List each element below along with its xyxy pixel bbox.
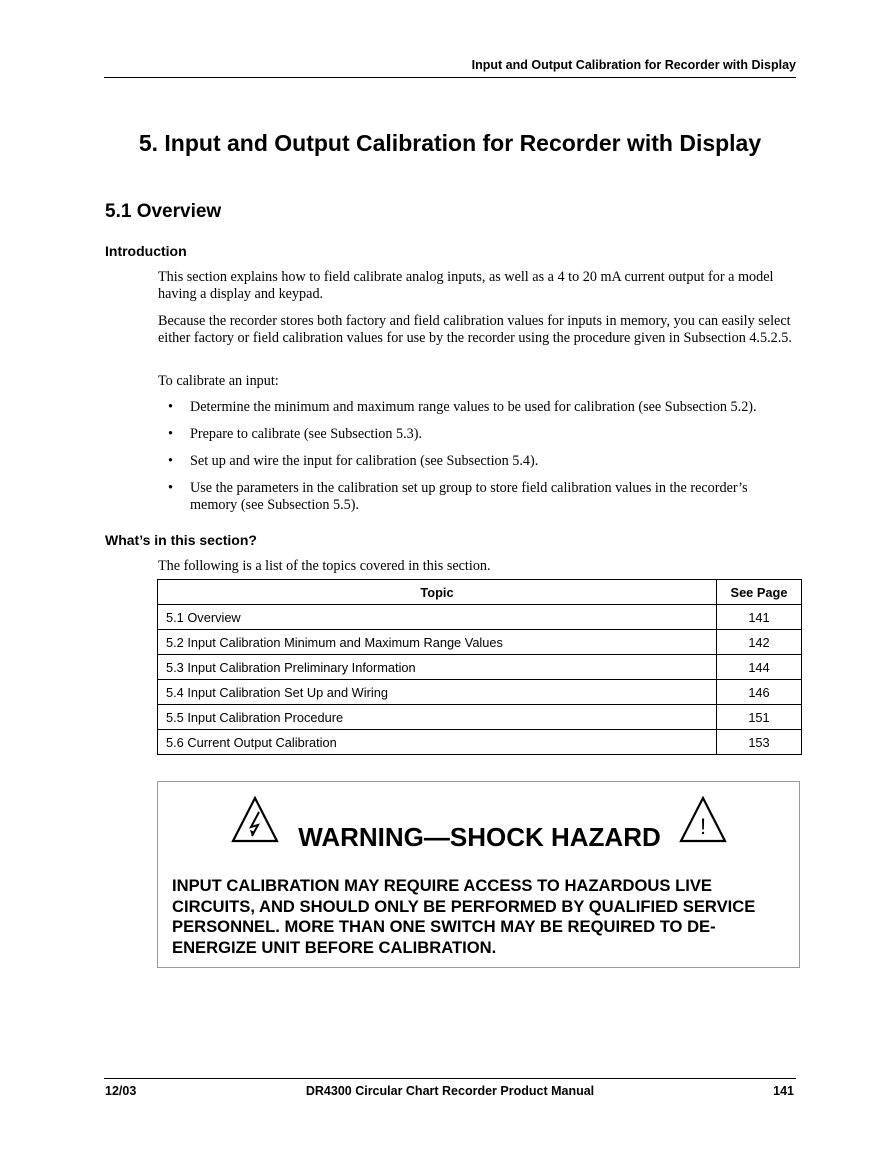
intro-paragraph-2: Because the recorder stores both factory and field calibration values for inputs in memory, you can easily select either factory or field calibration values for use by the recorder using the procedure given in Subsection 4.5.2.5. bbox=[158, 313, 792, 346]
list-item-text: Use the parameters in the calibration set up group to store field calibration values in the recorder’s memory (see Subsection 5.5). bbox=[190, 480, 748, 513]
table-row bbox=[158, 730, 802, 755]
list-item bbox=[158, 399, 798, 416]
exclamation-mark: ! bbox=[699, 814, 707, 839]
topics-intro: The following is a list of the topics covered in this section. bbox=[158, 558, 491, 574]
list-item bbox=[158, 426, 798, 443]
topic-cell: 5.5 Input Calibration Procedure bbox=[158, 705, 717, 730]
see-page-column-header: See Page bbox=[717, 580, 802, 605]
table-row bbox=[158, 605, 802, 630]
table-row bbox=[158, 630, 802, 655]
topics-table bbox=[157, 579, 802, 755]
topic-column-header: Topic bbox=[158, 580, 717, 605]
page-cell: 153 bbox=[717, 730, 802, 755]
intro-paragraph-3: To calibrate an input: bbox=[158, 373, 279, 389]
bullet-icon: • bbox=[168, 426, 173, 442]
topic-cell: 5.4 Input Calibration Set Up and Wiring bbox=[158, 680, 717, 705]
header-rule bbox=[104, 77, 796, 78]
bullet-icon: • bbox=[168, 399, 173, 415]
bullet-icon: • bbox=[168, 453, 173, 469]
bullet-icon: • bbox=[168, 480, 173, 496]
table-header-row bbox=[158, 580, 802, 605]
running-header: Input and Output Calibration for Recorder with Display bbox=[471, 58, 796, 72]
page-cell: 141 bbox=[717, 605, 802, 630]
warning-title: WARNING—SHOCK HAZARD bbox=[298, 822, 661, 852]
list-item-text: Set up and wire the input for calibration (see Subsection 5.4). bbox=[190, 453, 539, 469]
table-row bbox=[158, 705, 802, 730]
shock-hazard-warning-box bbox=[157, 781, 800, 968]
calibration-steps-list bbox=[158, 399, 798, 524]
introduction-heading: Introduction bbox=[105, 243, 187, 259]
topic-cell: 5.1 Overview bbox=[158, 605, 717, 630]
list-item bbox=[158, 453, 798, 470]
topic-cell: 5.6 Current Output Calibration bbox=[158, 730, 717, 755]
list-item bbox=[158, 480, 798, 514]
section-title: 5.1 Overview bbox=[105, 201, 222, 222]
topic-cell: 5.2 Input Calibration Minimum and Maximum Range Values bbox=[158, 630, 717, 655]
footer-manual-title: DR4300 Circular Chart Recorder Product Manual bbox=[305, 1084, 595, 1098]
chapter-title: 5. Input and Output Calibration for Recorder with Display bbox=[138, 130, 762, 156]
page-cell: 151 bbox=[717, 705, 802, 730]
footer-date: 12/03 bbox=[105, 1084, 137, 1098]
table-row bbox=[158, 655, 802, 680]
footer-page-number: 141 bbox=[773, 1084, 794, 1098]
table-row bbox=[158, 680, 802, 705]
list-item-text: Determine the minimum and maximum range values to be used for calibration (see Subsection 5.2). bbox=[190, 399, 757, 415]
whats-in-section-heading: What’s in this section? bbox=[105, 532, 257, 548]
footer-rule bbox=[104, 1078, 796, 1079]
warning-text: INPUT CALIBRATION MAY REQUIRE ACCESS TO HAZARDOUS LIVE CIRCUITS, AND SHOULD ONLY BE PERFORMED BY QUALIFIED SERVICE PERSONNEL. MORE THAN ONE SWITCH MAY BE REQUIRED TO DE-ENERGIZE UNIT BEFORE CALIBRATION. bbox=[172, 876, 756, 957]
list-item-text: Prepare to calibrate (see Subsection 5.3). bbox=[190, 426, 423, 442]
page-cell: 142 bbox=[717, 630, 802, 655]
exclamation-icon bbox=[678, 795, 728, 845]
intro-paragraph-1: This section explains how to field calibrate analog inputs, as well as a 4 to 20 mA current output for a model having a display and keypad. bbox=[158, 269, 774, 302]
page-cell: 146 bbox=[717, 680, 802, 705]
topic-cell: 5.3 Input Calibration Preliminary Information bbox=[158, 655, 717, 680]
page-cell: 144 bbox=[717, 655, 802, 680]
